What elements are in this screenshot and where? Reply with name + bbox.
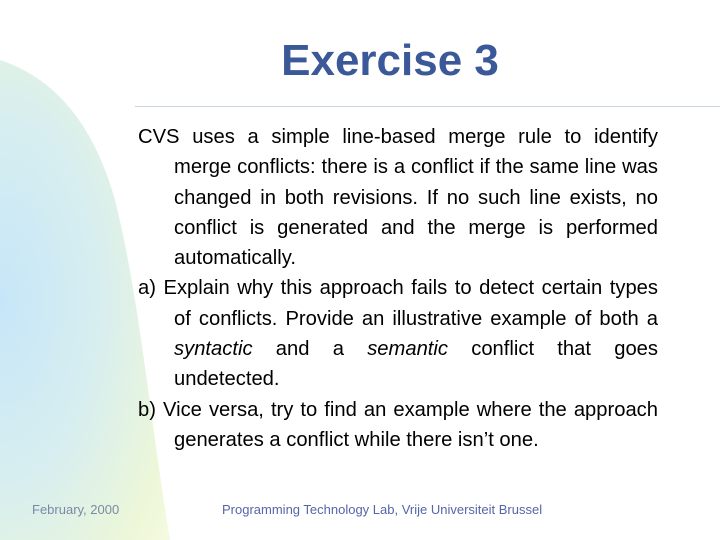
- intro-paragraph: [138, 122, 658, 273]
- item-a: [138, 273, 658, 394]
- slide-title: Exercise 3: [281, 36, 499, 85]
- item-a-prefix: a): [138, 277, 164, 300]
- item-b-text: Vice versa, try to find an example where the approach generates a conflict while there isn’t one.: [163, 398, 659, 451]
- item-a-text-middle: and a: [252, 338, 368, 361]
- item-b: [138, 395, 658, 456]
- item-b-prefix: b): [138, 398, 163, 421]
- item-a-emphasis-syntactic: syntactic: [174, 338, 253, 361]
- slide-body: [138, 122, 658, 455]
- footer-date: February, 2000: [32, 502, 120, 517]
- item-a-emphasis-semantic: semantic: [367, 338, 448, 361]
- item-a-text-after: conflict that goes undetected.: [174, 338, 658, 391]
- title-divider: [135, 106, 720, 107]
- item-a-text-before: Explain why this approach fails to detect certain types of conflicts. Provide an illustrative example of both a: [163, 277, 658, 330]
- intro-text: CVS uses a simple line-based merge rule to identify merge conflicts: there is a conflict if the same line was changed in both revisions. If no such line exists, no conflict is generated and the merge is performed automatically.: [138, 126, 658, 270]
- footer-organization: Programming Technology Lab, Vrije Universiteit Brussel: [222, 502, 543, 517]
